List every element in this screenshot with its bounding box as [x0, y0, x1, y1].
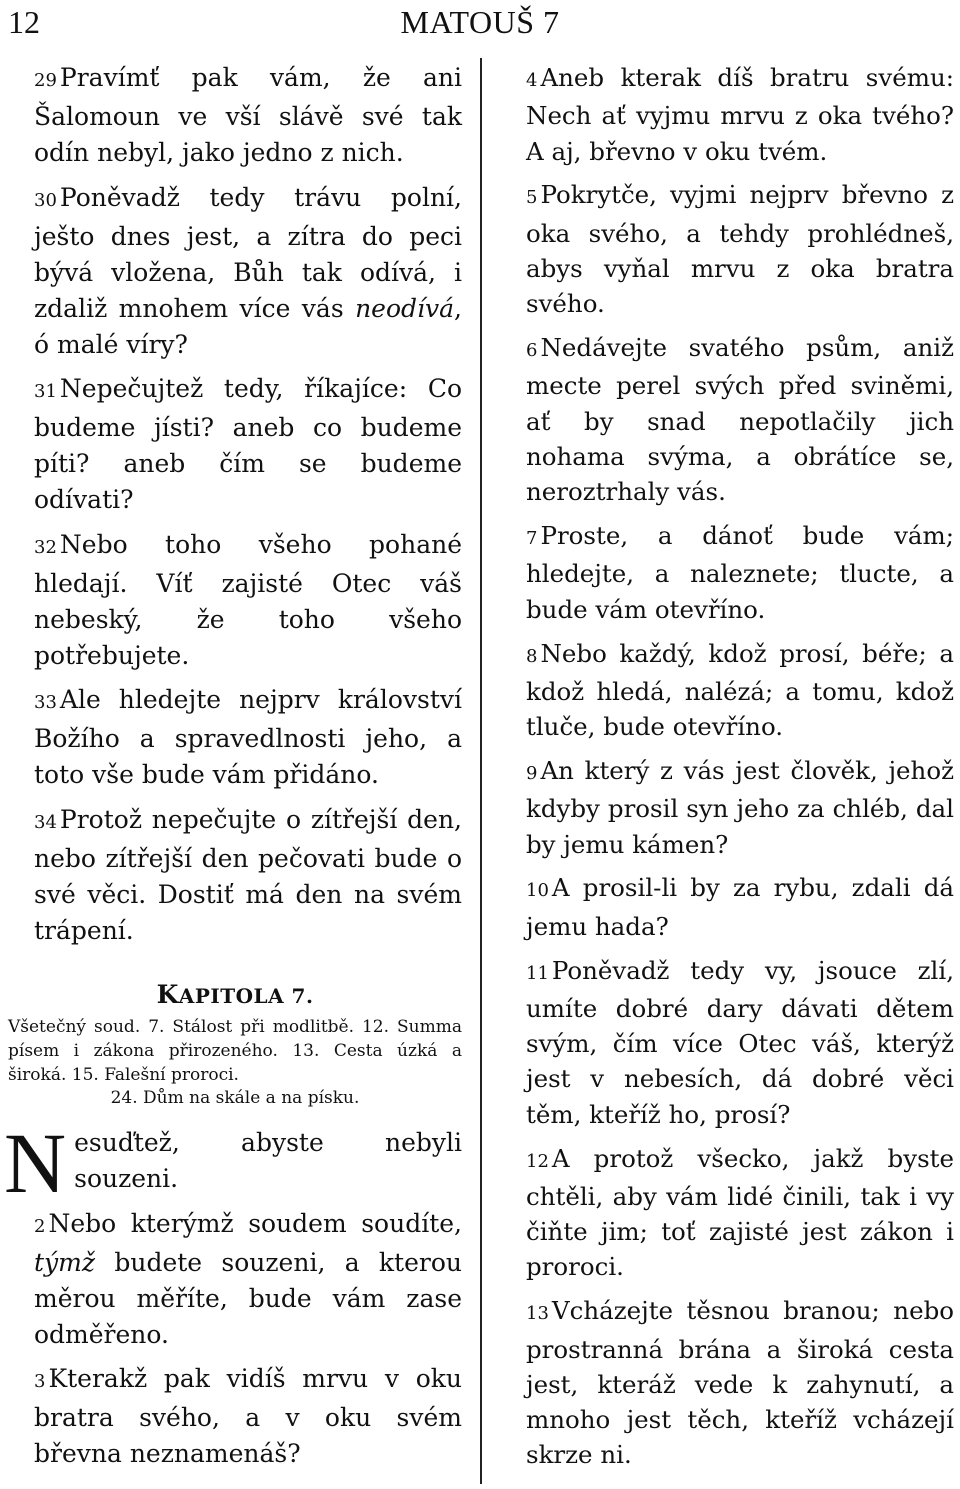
verse-1: [4, 1115, 462, 1212]
verse-13: [500, 1293, 954, 1472]
verse-text: Pravímť pak vám, že ani Šalomoun ve vší slávě své tak odín nebyl, jako jedno z nich.: [34, 63, 462, 167]
verse-italic-text: týmž: [34, 1247, 96, 1277]
verse-number: 31: [34, 381, 57, 403]
verse-text: Poněvadž tedy vy, jsouce zlí, umíte dobré dary dávati dětem svým, čím více Otec váš, kterýž jest v nebesích, dá dobré věci těm, kteříž ho, prosí?: [526, 955, 954, 1129]
verse-text: Poněvadž tedy trávu polní, ješto dnes jest, a zítra do peci bývá vložena, Bůh tak odívá, i zdaliž mnohem více vás: [34, 182, 462, 323]
verse-31: [8, 371, 462, 518]
verse-text: Aneb kterak díš bratru svému: Nech ať vyjmu mrvu z oka tvého? A aj, břevno v oku tvém.: [526, 63, 954, 166]
verse-text: Proste, a dánoť bude vám; hledejte, a naleznete; tlucte, a bude vám otevříno.: [526, 521, 954, 624]
verse-text: , ó malé víry?: [34, 293, 462, 359]
verse-34: [8, 802, 462, 949]
verse-number: 33: [34, 692, 57, 714]
verse-text: esuďtež, abyste nebyli souzeni.: [74, 1128, 462, 1194]
verse-text: Kterakž pak vidíš mrvu v oku bratra svého, a v oku svém břevna neznamenáš?: [34, 1364, 462, 1469]
verse-9: [500, 753, 954, 862]
right-column: [500, 60, 954, 1473]
verse-10: [500, 870, 954, 944]
verse-7: [500, 518, 954, 627]
chapter-summary: [8, 1016, 462, 1111]
verse-number: 2: [34, 1215, 46, 1237]
verse-text: A prosil-li by za rybu, zdali dá jemu hada?: [526, 873, 954, 941]
verse-4: [500, 60, 954, 169]
verse-text: Nebo každý, kdož prosí, béře; a kdož hledá, nalézá; a tomu, kdož tluče, bude otevříno.: [526, 638, 954, 742]
verse-8: [500, 636, 954, 745]
verse-5: [500, 177, 954, 321]
verse-text: Nepečujtež tedy, říkajíce: Co budeme jísti? aneb co budeme píti? aneb čím se budeme odívati?: [34, 374, 462, 515]
verse-text: A protož všecko, jakž byste chtěli, aby vám lidé činili, tak i vy čiňte jim; toť zajisté jest zákon i proroci.: [526, 1143, 954, 1282]
verse-number: 10: [526, 880, 549, 902]
left-column: [4, 60, 462, 1472]
chapter-heading-rest: APITOLA 7.: [178, 983, 314, 1008]
verse-number: 6: [526, 340, 538, 362]
verse-number: 11: [526, 962, 549, 984]
verse-text: budete souzeni, a kterou měrou měříte, bude vám zase odměřeno.: [34, 1247, 462, 1349]
verse-number: 32: [34, 536, 57, 558]
verse-number: 4: [526, 70, 538, 91]
column-divider: [480, 58, 482, 1484]
chapter-heading-initial: K: [156, 979, 179, 1009]
drop-cap: N: [4, 1115, 67, 1212]
chapter-summary-last-line: 24. Dům na skále a na písku.: [110, 1088, 360, 1109]
verse-text: Pokrytče, vyjmi nejprv břevno z oka svého, a tehdy prohlédneš, abys vyňal mrvu z oka bratra svého.: [526, 180, 954, 319]
verse-number: 30: [34, 189, 57, 211]
verse-number: 13: [526, 1303, 549, 1325]
verse-number: 8: [526, 645, 538, 667]
verse-text: An který z vás jest člověk, jehož kdyby prosil syn jeho za chléb, dal by jemu kámen?: [526, 756, 954, 859]
verse-number: 29: [34, 70, 57, 91]
verse-text: Vcházejte těsnou branou; nebo prostranná brána a široká cesta jest, kteráž vede k zahynutí, a mnoho jest těch, kteříž vcházejí skrze ni.: [526, 1296, 954, 1470]
verse-italic-text: neodívá: [355, 293, 455, 323]
verse-number: 3: [34, 1371, 46, 1393]
verse-12: [500, 1141, 954, 1285]
verse-33: [8, 682, 462, 793]
verse-number: 34: [34, 811, 57, 833]
verse-3: [8, 1361, 462, 1472]
verse-6: [500, 330, 954, 509]
verse-text: Nebo kterýmž soudem soudíte,: [48, 1208, 462, 1238]
verse-11: [500, 953, 954, 1132]
page-number: 12: [8, 4, 40, 40]
chapter-summary-text: Všetečný soud. 7. Stálost při modlitbě. 12. Summa písem i zákona přirozeného. 13. Cesta úzká a široká. 15. Falešní proroci.: [8, 1016, 462, 1085]
verse-text: Nedávejte svatého psům, aniž mecte perel svých před sviněmi, ať by snad nepotlačily jich nohama svýma, a obrátíce se, neroztrhaly vás.: [526, 333, 954, 507]
verse-number: 12: [526, 1150, 549, 1172]
verse-2: [8, 1206, 462, 1353]
verse-30: [8, 180, 462, 363]
verse-text: Protož nepečujte o zítřejší den, nebo zítřejší den pečovati bude o své věci. Dostiť má den na svém trápení.: [34, 804, 462, 945]
verse-number: 7: [526, 528, 538, 550]
verse-text: Nebo toho všeho pohané hledají. Víť zajisté Otec váš nebeský, že toho všeho potřebujete.: [34, 529, 462, 670]
running-title: MATOUŠ 7: [400, 4, 560, 40]
verse-29: [8, 60, 462, 171]
chapter-heading: [8, 979, 462, 1012]
verse-text: Ale hledejte nejprv království Božího a spravedlnosti jeho, a toto vše bude vám přidáno.: [34, 685, 462, 790]
page-header: [0, 0, 960, 48]
verse-number: 9: [526, 763, 538, 785]
verse-number: 5: [526, 187, 538, 209]
verse-32: [8, 527, 462, 674]
